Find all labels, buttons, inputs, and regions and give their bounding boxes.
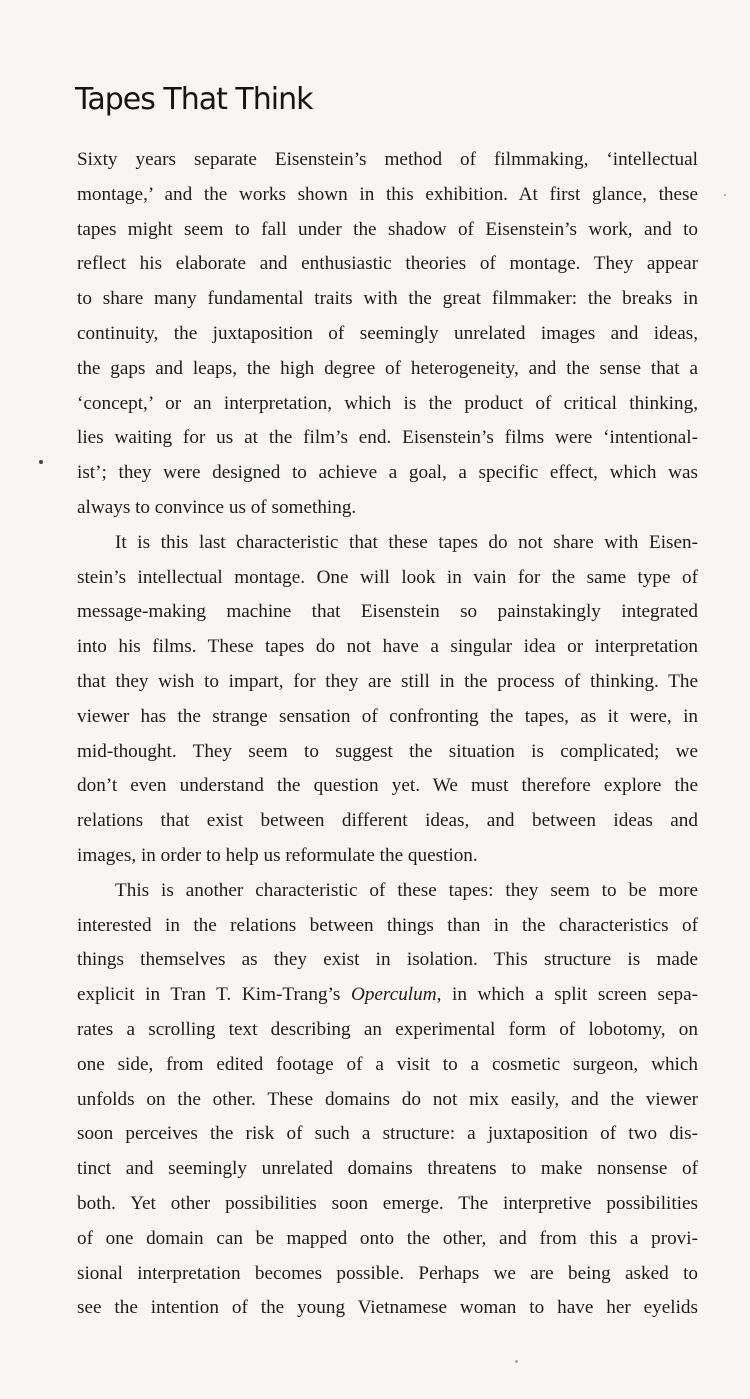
text-line: Sixty years separate Eisenstein’s method of filmmaking, ‘intellectual [77,149,698,170]
text-line: one side, from edited footage of a visit to a cosmetic surgeon, which [77,1053,698,1075]
scan-speck [515,1360,518,1363]
text-line: sional interpretation becomes possible. Perhaps we are being asked to [77,1262,698,1284]
text-line: things themselves as they exist in isolation. This structure is made [77,949,698,971]
text-line: soon perceives the risk of such a structure: a juxtaposition of two dis- [77,1123,698,1145]
page-title: Tapes That Think [75,82,313,117]
text-line: ist’; they were designed to achieve a goal, a specific effect, which was [77,462,698,484]
text-line: This is another characteristic of these tapes: they seem to be more [115,879,698,901]
text-line: viewer has the strange sensation of confronting the tapes, as it were, in [77,705,698,727]
text-line: images, in order to help us reformulate the question. [77,844,478,866]
text-line: reflect his elaborate and enthusiastic theories of montage. They appear [77,253,698,275]
text-line: ‘concept,’ or an interpretation, which is the product of critical thinking, [77,392,698,414]
text-line: into his films. These tapes do not have a singular idea or interpretation [77,636,698,658]
scan-speck [724,194,726,196]
italic-title: Operculum [350,984,437,1006]
text-line: montage,’ and the works shown in this exhibition. At first glance, these [77,183,698,205]
text-line: message-making machine that Eisenstein so painstakingly integrated [77,601,698,623]
text-line: lies waiting for us at the film’s end. Eisenstein’s films were ‘intentional- [77,427,698,449]
text-line: unfolds on the other. These domains do not mix easily, and the viewer [77,1088,698,1110]
text-line: see the intention of the young Vietnamese woman to have her eyelids [77,1297,698,1319]
text-line: It is this last characteristic that these tapes do not share with Eisen- [115,531,698,553]
text-line: interested in the relations between things than in the characteristics of [77,914,698,936]
article-body [77,143,698,1326]
text-line: continuity, the juxtaposition of seemingly unrelated images and ideas, [77,322,698,344]
text-line: that they wish to impart, for they are still in the process of thinking. The [77,670,698,692]
scan-speck [39,460,43,464]
text-line: of one domain can be mapped onto the other, and from this a provi- [77,1227,698,1249]
text-line: to share many fundamental traits with the great filmmaker: the breaks in [77,288,698,310]
text-line: always to convince us of something. [77,496,357,518]
text-line: mid-thought. They seem to suggest the situation is complicated; we [77,740,698,762]
text-line: tinct and seemingly unrelated domains threatens to make nonsense of [77,1158,698,1180]
text-line: relations that exist between different ideas, and between ideas and [77,810,698,832]
text-line: stein’s intellectual montage. One will look in vain for the same type of [77,566,698,588]
text-line: both. Yet other possibilities soon emerge. The interpretive possibilities [77,1192,698,1214]
text-line: rates a scrolling text describing an experimental form of lobotomy, on [77,1018,698,1040]
text-line: explicit in Tran T. Kim-Trang’s Operculum, in which a split screen sepa- [77,984,698,1006]
text-line: tapes might seem to fall under the shadow of Eisenstein’s work, and to [77,218,698,240]
text-line: the gaps and leaps, the high degree of heterogeneity, and the sense that a [77,357,698,379]
text-line: don’t even understand the question yet. We must therefore explore the [77,775,698,797]
